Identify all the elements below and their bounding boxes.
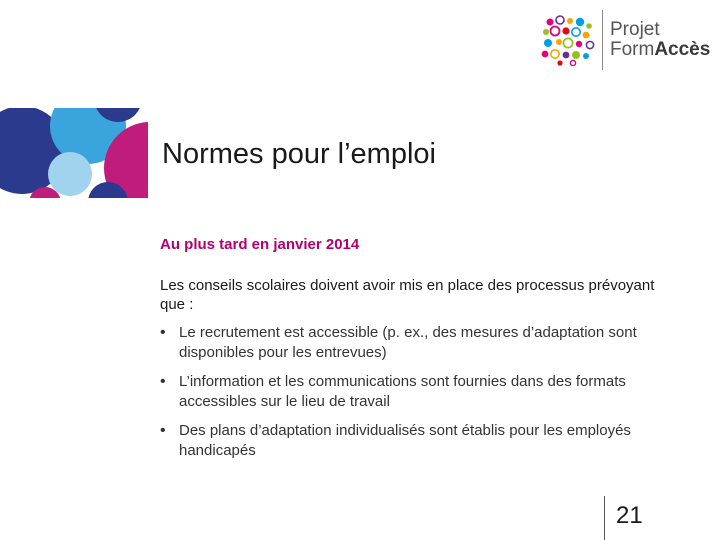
page-number-divider	[604, 496, 605, 540]
bullet-text: Des plans d’adaptation individualisés sont établis pour les employés handicapés	[179, 422, 631, 459]
bullet-item	[160, 323, 690, 363]
logo-acces-text: Accès	[654, 39, 711, 60]
projet-formacces-logo	[540, 10, 715, 70]
logo-divider	[602, 10, 603, 70]
bullet-dot-icon: •	[160, 373, 166, 390]
logo-line-projet: Projet	[610, 19, 660, 40]
bullet-list	[160, 323, 690, 470]
logo-form-text: Form	[610, 39, 655, 60]
bullet-text: L’information et les communications sont fournies dans des formats accessibles sur le lieu de travail	[179, 373, 626, 410]
intro-paragraph: Les conseils scolaires doivent avoir mis en place des processus prévoyant que :	[160, 277, 655, 313]
bullet-item	[160, 372, 690, 412]
logo-circles-icon	[540, 14, 596, 66]
logo-wordmark	[610, 20, 710, 60]
bullet-text: Le recrutement est accessible (p. ex., des mesures d’adaptation sont disponibles pour les entrevues)	[179, 324, 637, 361]
logo-line-formacces	[610, 40, 710, 60]
bullet-item	[160, 421, 690, 461]
slide-subtitle: Au plus tard en janvier 2014	[160, 236, 360, 253]
slide-title: Normes pour l’emploi	[162, 138, 436, 170]
bullet-dot-icon: •	[160, 422, 166, 439]
page-number: 21	[616, 502, 643, 529]
bullet-dot-icon: •	[160, 324, 166, 341]
decorative-circles-banner	[0, 108, 148, 198]
